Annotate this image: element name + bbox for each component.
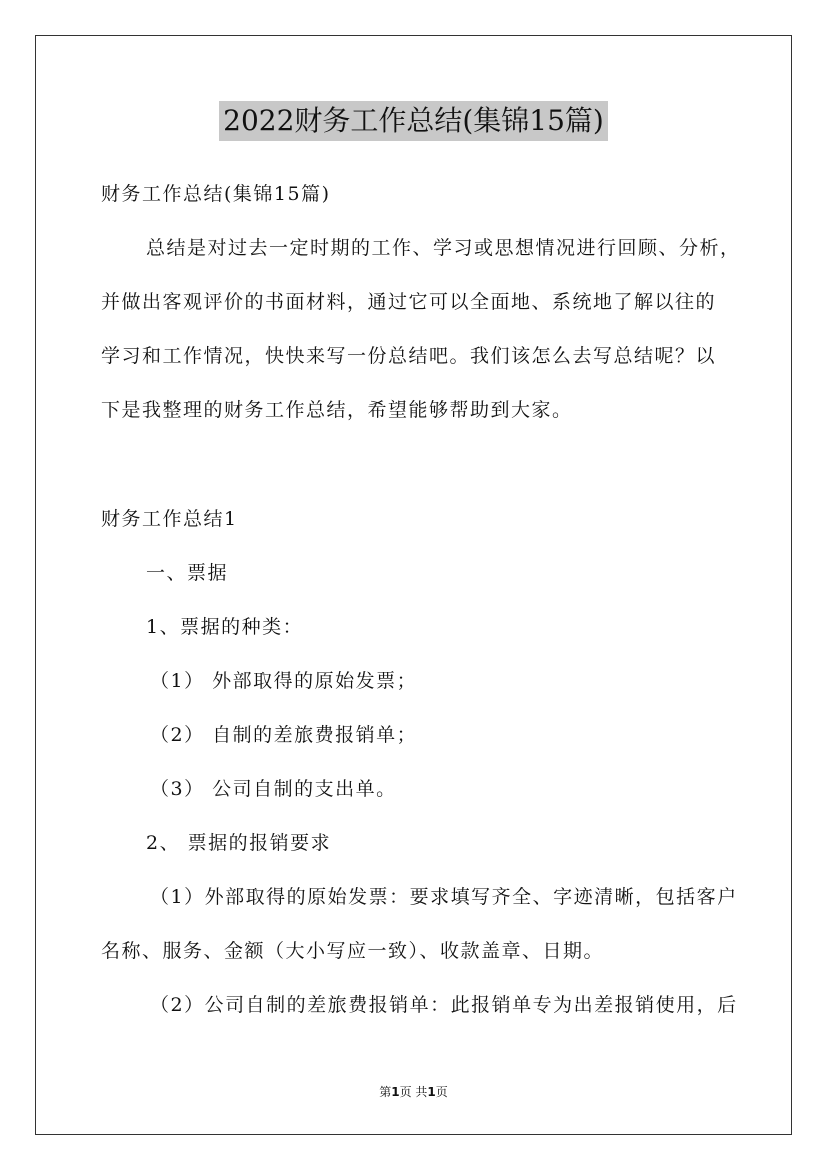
intro-line-2: 并做出客观评价的书面材料，通过它可以全面地、系统地了解以往的 — [101, 291, 717, 313]
footer-suffix: 页 — [435, 1085, 448, 1099]
intro-line-1: 总结是对过去一定时期的工作、学习或思想情况进行回顾、分析， — [146, 237, 741, 259]
req-1-line-2: 名称、服务、金额（大小写应一致）、收款盖章、日期。 — [101, 940, 605, 962]
intro-line-4: 下是我整理的财务工作总结，希望能够帮助到大家。 — [101, 399, 573, 421]
type-item-1: （1） 外部取得的原始发票； — [150, 670, 418, 692]
footer-prefix: 第 — [379, 1085, 392, 1099]
section-heading: 财务工作总结1 — [101, 508, 238, 530]
footer-mid: 页 共 — [399, 1085, 428, 1099]
subtitle: 财务工作总结(集锦15篇) — [101, 183, 331, 205]
req-2-line-1: （2）公司自制的差旅费报销单：此报销单专为出差报销使用，后 — [150, 994, 738, 1016]
intro-line-3: 学习和工作情况，快快来写一份总结吧。我们该怎么去写总结呢？以 — [101, 345, 717, 367]
item-heading-2: 2、 票据的报销要求 — [146, 832, 332, 854]
document-title: 2022财务工作总结(集锦15篇) — [219, 101, 608, 141]
type-item-3: （3） 公司自制的支出单。 — [150, 778, 397, 800]
item-heading-1-1: 1、票据的种类： — [146, 616, 304, 638]
title-container — [0, 101, 827, 141]
page-footer — [0, 1083, 827, 1101]
req-1-line-1: （1）外部取得的原始发票：要求填写齐全、字迹清晰，包括客户 — [150, 886, 738, 908]
footer-total-pages: 1 — [427, 1085, 436, 1099]
type-item-2: （2） 自制的差旅费报销单； — [150, 724, 418, 746]
footer-page-number: 1 — [391, 1085, 400, 1099]
item-heading-1: 一、票据 — [146, 562, 229, 584]
